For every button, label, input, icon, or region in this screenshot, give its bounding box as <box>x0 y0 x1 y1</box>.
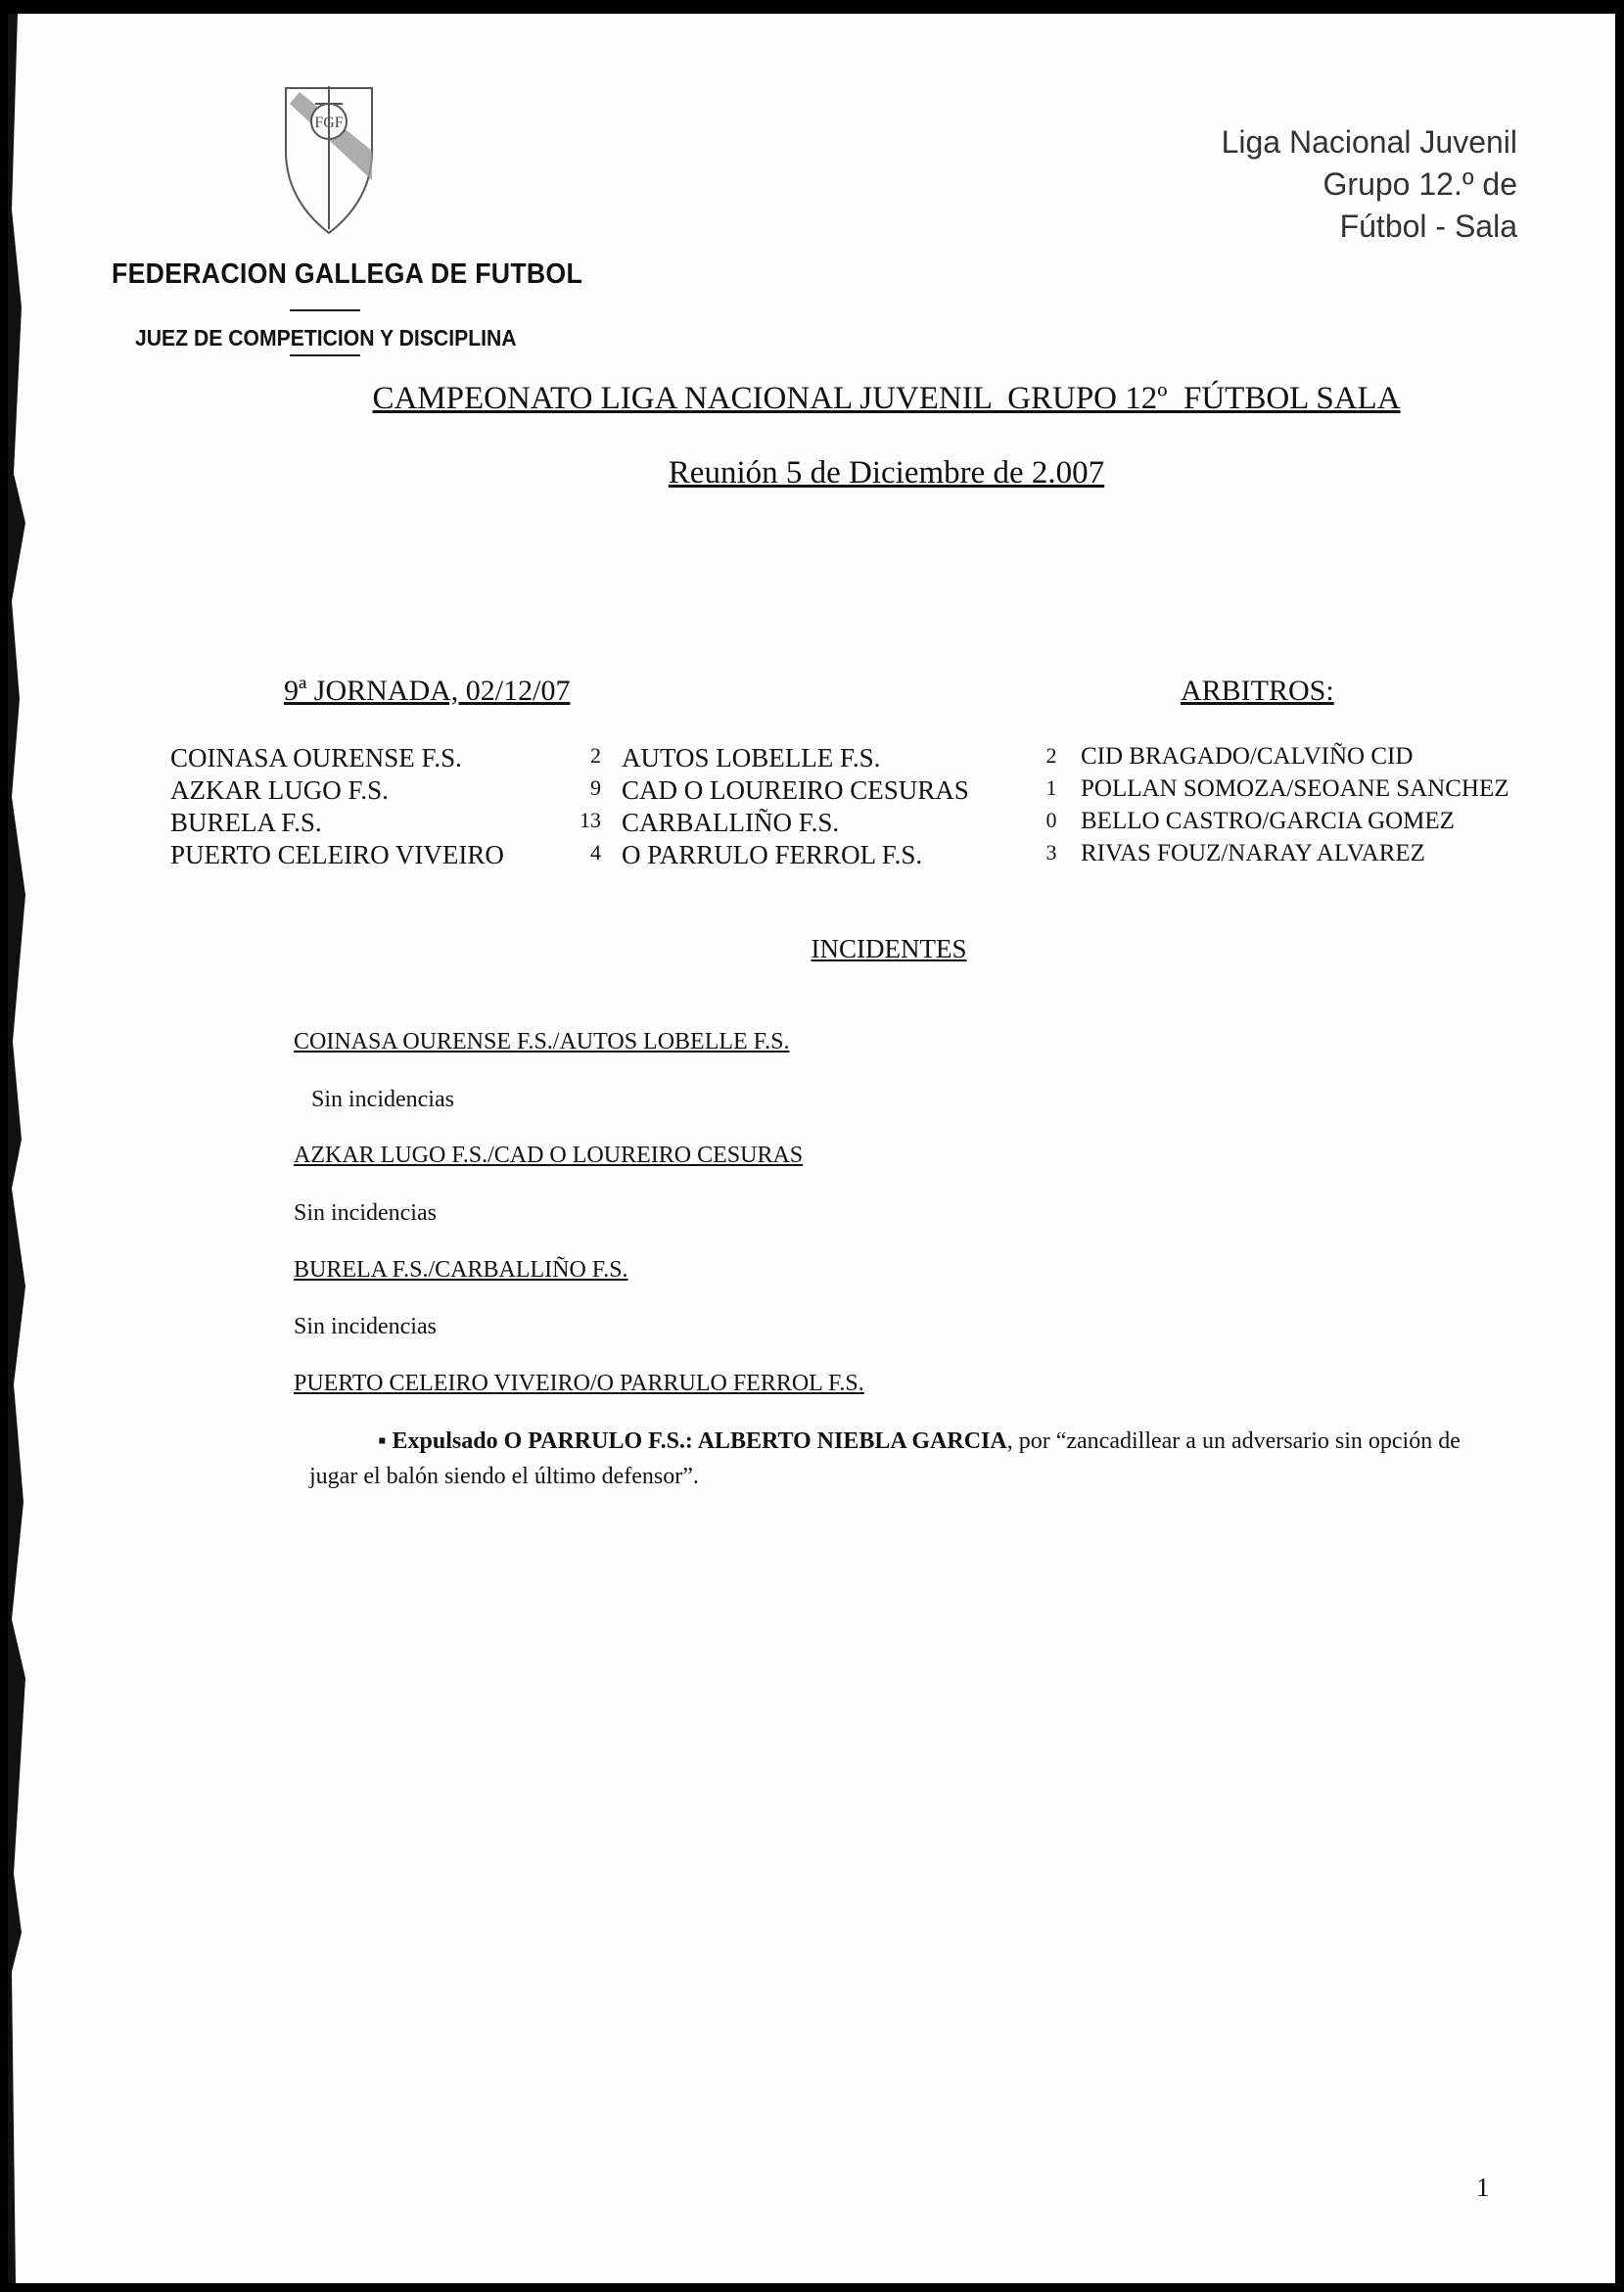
away-team: AUTOS LOBELLE F.S. <box>622 743 881 772</box>
home-score: 9 <box>590 775 601 800</box>
incident-match: PUERTO CELEIRO VIVEIRO/O PARRULO FERROL F.S. <box>294 1371 864 1396</box>
away-team: CARBALLIÑO F.S. <box>622 808 840 837</box>
bullet-icon: ▪ <box>378 1428 387 1454</box>
referees-heading: ARBITROS: <box>1181 675 1334 707</box>
away-score: 1 <box>1045 775 1057 800</box>
away-team: CAD O LOUREIRO CESURAS <box>622 775 969 805</box>
home-team: PUERTO CELEIRO VIVEIRO <box>170 840 504 869</box>
expulsion-player: Expulsado O PARRULO F.S.: ALBERTO NIEBLA GARCIA <box>392 1428 1007 1454</box>
expulsion-reason: , por “zancadillear a un adversario sin opción de jugar el balón siendo el último defensor”. <box>309 1428 1461 1489</box>
divider <box>290 354 360 356</box>
page-number: 1 <box>1476 2173 1490 2202</box>
home-team: BURELA F.S. <box>170 808 322 837</box>
incident-text: Sin incidencias <box>311 1087 454 1112</box>
home-score: 13 <box>580 808 601 832</box>
result-row <box>170 743 1560 775</box>
league-title <box>1222 121 1517 248</box>
incident-match: COINASA OURENSE F.S./AUTOS LOBELLE F.S. <box>294 1029 790 1054</box>
away-score: 3 <box>1045 840 1057 865</box>
results-table <box>170 743 1560 872</box>
result-row <box>170 808 1560 840</box>
referees: POLLAN SOMOZA/SEOANE SANCHEZ <box>1081 775 1509 802</box>
svg-text:FGF: FGF <box>314 115 344 131</box>
league-line: Grupo 12.º de <box>1322 166 1517 202</box>
incident-match: BURELA F.S./CARBALLIÑO F.S. <box>294 1257 628 1283</box>
home-team: COINASA OURENSE F.S. <box>170 743 462 772</box>
incident-text: Sin incidencias <box>294 1314 437 1339</box>
away-score: 2 <box>1045 743 1057 768</box>
incidents-heading: INCIDENTES <box>811 934 967 963</box>
incident-text: Sin incidencias <box>294 1200 437 1226</box>
result-row <box>170 775 1560 808</box>
home-score: 2 <box>590 743 601 768</box>
document-title: CAMPEONATO LIGA NACIONAL JUVENIL GRUPO 12º FÚTBOL SALA <box>372 381 1401 416</box>
referees: CID BRAGADO/CALVIÑO CID <box>1081 743 1414 770</box>
federation-crest-logo <box>280 82 378 239</box>
expulsion-note <box>309 1424 1513 1494</box>
result-row <box>170 840 1560 872</box>
document-page <box>8 14 1615 2283</box>
league-line: Liga Nacional Juvenil <box>1221 124 1517 160</box>
referees: BELLO CASTRO/GARCIA GOMEZ <box>1081 808 1455 834</box>
federation-body: JUEZ DE COMPETICION Y DISCIPLINA <box>135 325 517 351</box>
torn-edge <box>8 14 47 2283</box>
home-team: AZKAR LUGO F.S. <box>170 775 389 805</box>
home-score: 4 <box>590 840 601 865</box>
matchday-heading: 9ª JORNADA, 02/12/07 <box>284 675 571 707</box>
away-team: O PARRULO FERROL F.S. <box>622 840 923 869</box>
league-line: Fútbol - Sala <box>1339 209 1517 244</box>
meeting-date: Reunión 5 de Diciembre de 2.007 <box>668 455 1105 491</box>
incident-match: AZKAR LUGO F.S./CAD O LOUREIRO CESURAS <box>294 1143 804 1168</box>
away-score: 0 <box>1045 808 1057 832</box>
divider <box>290 309 360 311</box>
referees: RIVAS FOUZ/NARAY ALVAREZ <box>1081 840 1425 866</box>
federation-name: FEDERACION GALLEGA DE FUTBOL <box>112 258 583 290</box>
